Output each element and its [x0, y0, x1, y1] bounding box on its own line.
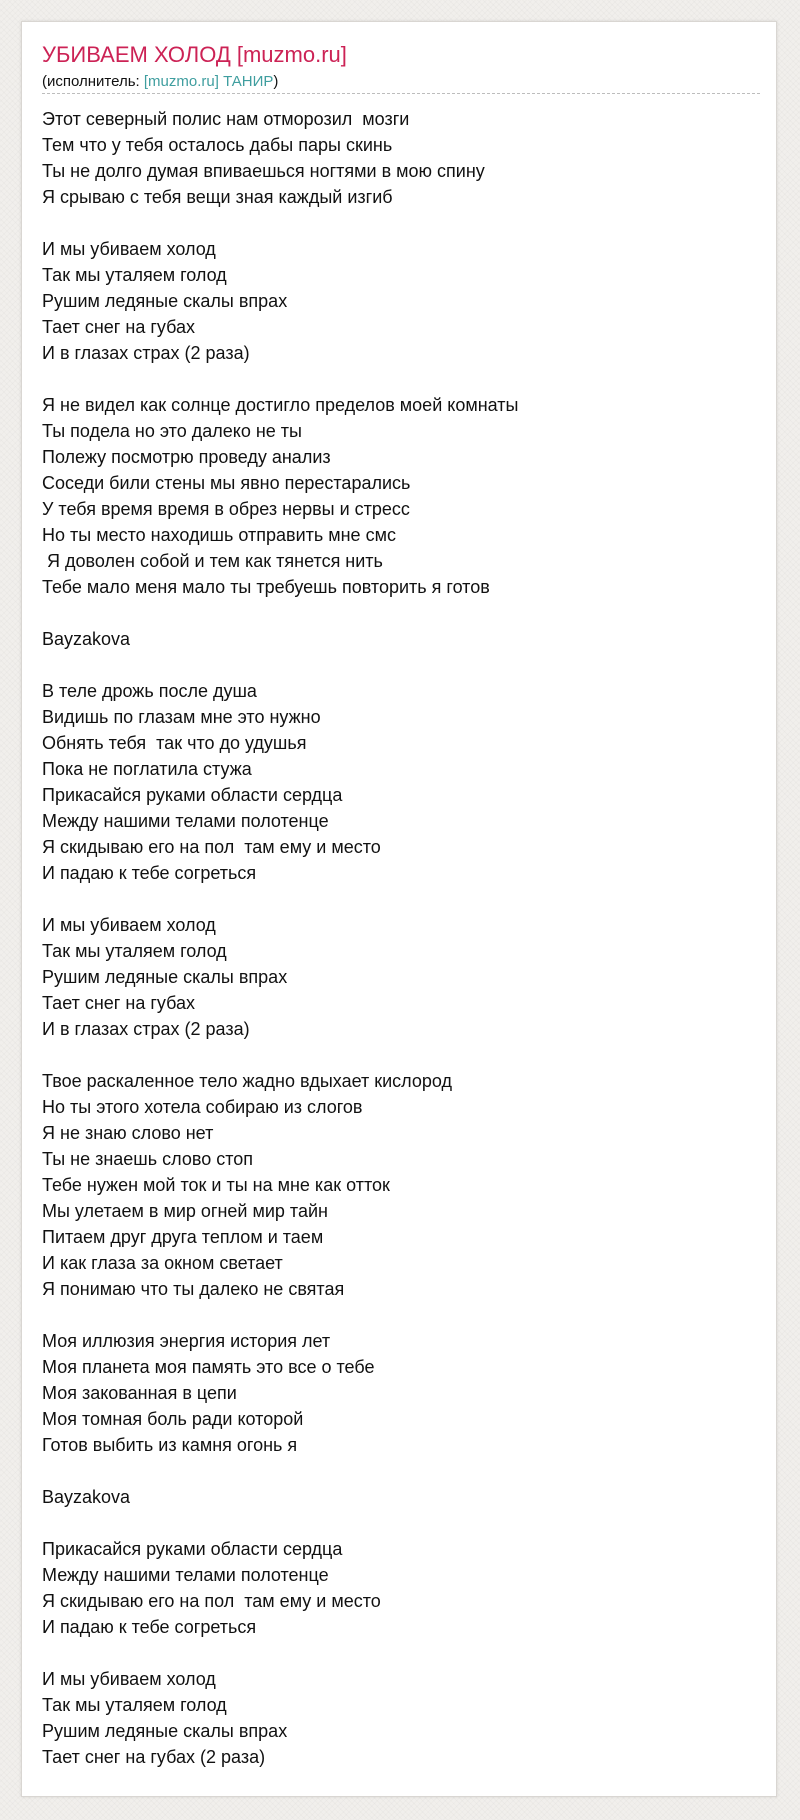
lyric-line: У тебя время время в обрез нервы и стресс [42, 499, 410, 519]
lyric-line: Готов выбить из камня огонь я [42, 1435, 298, 1455]
lyric-line: Bayzakova [42, 629, 131, 649]
lyrics-text [42, 106, 762, 1770]
lyric-line: И мы убиваем холод [42, 239, 216, 259]
lyric-line: Так мы уталяем голод [42, 265, 227, 285]
lyric-line: Полежу посмотрю проведу анализ [42, 447, 331, 467]
stanza-break [42, 366, 762, 392]
artist-link[interactable]: ТАНИР [223, 73, 274, 90]
lyric-line: И падаю к тебе согреться [42, 1617, 257, 1637]
lyric-line: Тает снег на губах [42, 993, 195, 1013]
artist-prefix: (исполнитель: [42, 73, 144, 90]
lyric-line: Прикасайся руками области сердца [42, 1539, 343, 1559]
lyric-line: И в глазах страх (2 раза) [42, 1019, 250, 1039]
song-title: УБИВАЕМ ХОЛОД [muzmo.ru] [42, 42, 347, 67]
lyric-line: Пока не поглатила стужа [42, 759, 252, 779]
artist-suffix: ) [273, 73, 279, 90]
lyric-line: И мы убиваем холод [42, 915, 216, 935]
lyric-line: Прикасайся руками области сердца [42, 785, 343, 805]
lyric-line: В теле дрожь после душа [42, 681, 257, 701]
lyric-line: Ты не долго думая впиваешься ногтями в мою спину [42, 161, 485, 181]
lyric-line: Между нашими телами полотенце [42, 1565, 329, 1585]
stanza-break [42, 886, 762, 912]
lyric-line: Мы улетаем в мир огней мир тайн [42, 1201, 328, 1221]
lyric-line: Я скидываю его на пол там ему и место [42, 1591, 381, 1611]
lyric-line: Я не видел как солнце достигло пределов моей комнаты [42, 395, 519, 415]
lyric-line: Тебе мало меня мало ты требуешь повторить я готов [42, 577, 490, 597]
lyric-line: Тает снег на губах (2 раза) [42, 1747, 266, 1767]
lyric-line: Я не знаю слово нет [42, 1123, 214, 1143]
site-link[interactable]: [muzmo.ru] [143, 73, 219, 90]
lyric-line: Тает снег на губах [42, 317, 195, 337]
lyric-line: Тем что у тебя осталось дабы пары скинь [42, 135, 393, 155]
lyric-line: Этот северный полис нам отморозил мозги [42, 109, 410, 129]
lyric-line: И в глазах страх (2 раза) [42, 343, 250, 363]
lyric-line: И мы убиваем холод [42, 1669, 216, 1689]
lyric-line: Но ты место находишь отправить мне смс [42, 525, 396, 545]
lyric-line: Я срываю с тебя вещи зная каждый изгиб [42, 187, 393, 207]
lyric-line: Моя иллюзия энергия история лет [42, 1331, 331, 1351]
stanza-break [42, 652, 762, 678]
lyric-line: Я скидываю его на пол там ему и место [42, 837, 381, 857]
lyric-line: Соседи били стены мы явно перестарались [42, 473, 411, 493]
lyric-line: Тебе нужен мой ток и ты на мне как отток [42, 1175, 390, 1195]
lyric-line: Твое раскаленное тело жадно вдыхает кислород [42, 1071, 453, 1091]
stanza-break [42, 1640, 762, 1666]
lyric-line: Питаем друг друга теплом и таем [42, 1227, 324, 1247]
lyric-line: Так мы уталяем голод [42, 941, 227, 961]
lyric-line: Ты подела но это далеко не ты [42, 421, 302, 441]
lyric-line: Ты не знаешь слово стоп [42, 1149, 254, 1169]
lyric-line: Рушим ледяные скалы впрах [42, 291, 288, 311]
lyric-line: Обнять тебя так что до удушья [42, 733, 307, 753]
lyric-line: Рушим ледяные скалы впрах [42, 967, 288, 987]
stanza-break [42, 600, 762, 626]
stanza-break [42, 1042, 762, 1068]
lyrics-card [21, 21, 777, 1797]
stanza-break [42, 1458, 762, 1484]
lyric-line: Видишь по глазам мне это нужно [42, 707, 321, 727]
lyric-line: Моя планета моя память это все о тебе [42, 1357, 375, 1377]
lyric-line: Так мы уталяем голод [42, 1695, 227, 1715]
lyric-line: Но ты этого хотела собираю из слогов [42, 1097, 363, 1117]
lyric-line: Bayzakova [42, 1487, 131, 1507]
lyric-line: Рушим ледяные скалы впрах [42, 1721, 288, 1741]
lyric-line: Я понимаю что ты далеко не святая [42, 1279, 345, 1299]
lyric-line: Моя закованная в цепи [42, 1383, 237, 1403]
artist-line [42, 73, 760, 94]
lyric-line: И падаю к тебе согреться [42, 863, 257, 883]
lyric-line: Моя томная боль ради которой [42, 1409, 304, 1429]
lyric-line: Я доволен собой и тем как тянется нить [42, 551, 383, 571]
stanza-break [42, 1510, 762, 1536]
lyric-line: Между нашими телами полотенце [42, 811, 329, 831]
lyric-line: И как глаза за окном светает [42, 1253, 283, 1273]
stanza-break [42, 1302, 762, 1328]
stanza-break [42, 210, 762, 236]
